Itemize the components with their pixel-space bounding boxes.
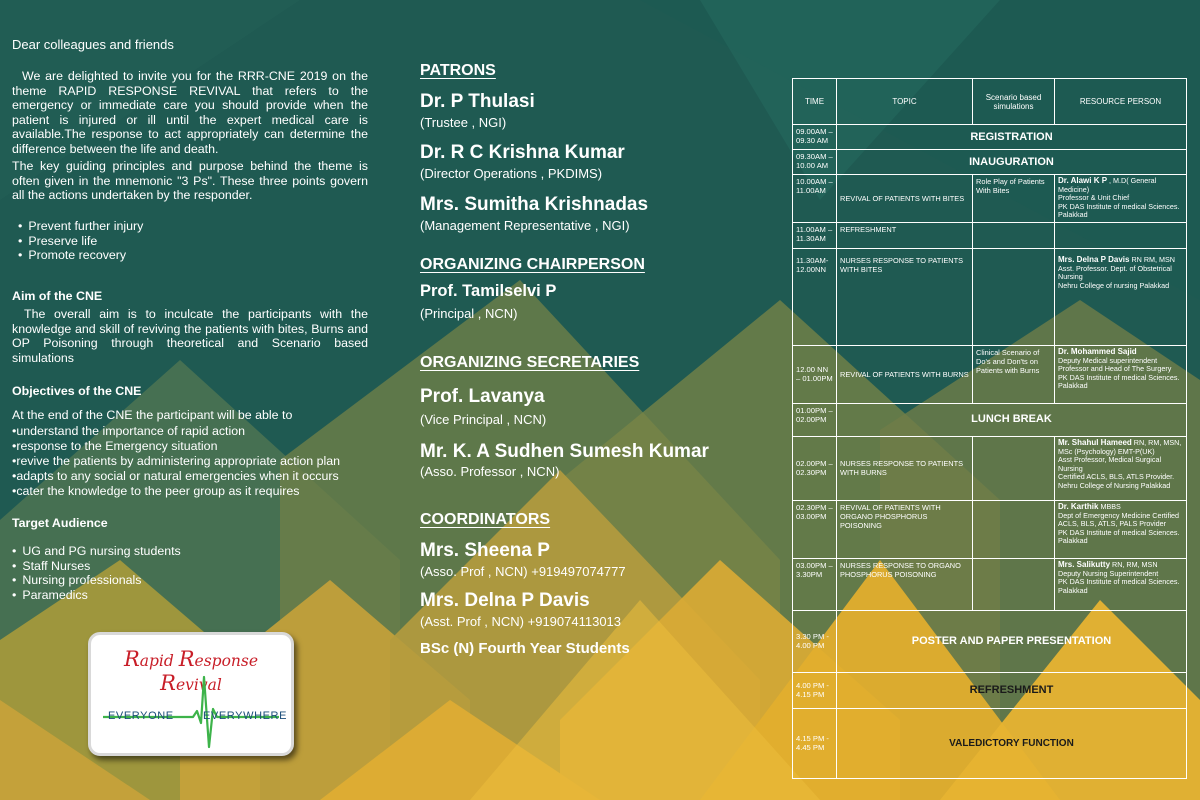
three-ps-list (18, 219, 143, 263)
coordinators-heading: COORDINATORS (420, 511, 551, 528)
chairperson-heading: ORGANIZING CHAIRPERSON (420, 256, 645, 273)
logo-title: Rapid Response Revival (123, 647, 259, 695)
coordinator-name: Mrs. Delna P Davis (420, 590, 590, 611)
secretary-name: Prof. Lavanya (420, 386, 545, 407)
list-item: • Promote recovery (18, 248, 143, 263)
table-row: 4.15 PM - 4.45 PM VALEDICTORY FUNCTION (793, 708, 1187, 778)
secretary-role: (Vice Principal , NCN) (420, 412, 547, 427)
logo-tagline-left: EVERYONE (108, 710, 174, 722)
aim-paragraph: The overall aim is to inculcate the participants with the knowledge and skill of reviving the patients with bites, Burns and OP Poisoning through theoretical and Scenario based simulations (12, 307, 368, 365)
list-item: • cater the knowledge to the peer group as it requires (12, 484, 372, 499)
table-row: 03.00PM – 3.30PM NURSES RESPONSE TO ORGANO PHOSPHORUS POISONING Mrs. Salikutty RN, RM, MSN Deputy Nursing Superintendent PK DAS Institute of medical Sciences. Palakkad (793, 558, 1187, 610)
objectives-intro: At the end of the CNE the participant will be able to (12, 408, 293, 422)
patrons-heading: PATRONS (420, 62, 496, 79)
objectives-list (12, 424, 372, 499)
table-row: 10.00AM – 11.00AM REVIVAL OF PATIENTS WITH BITES Role Play of Patients With Bites Dr. Alawi K P , M.D( General Medicine) Professor & Unit Chief PK DAS Institute of medical Sciences. Palakkad (793, 175, 1187, 223)
patron-name: Dr. R C Krishna Kumar (420, 142, 625, 163)
students-credit: BSc (N) Fourth Year Students (420, 640, 630, 657)
secretary-name: Mr. K. A Sudhen Sumesh Kumar (420, 441, 709, 462)
list-item: • understand the importance of rapid action (12, 424, 372, 439)
secretary-role: (Asso. Professor , NCN) (420, 464, 560, 479)
patron-role: (Management Representative , NGI) (420, 218, 630, 233)
table-header-row (793, 79, 1187, 125)
committee-panel (400, 0, 790, 800)
header-simulations: Scenario based simulations (973, 79, 1055, 125)
table-row: 12.00 NN – 01.00PM REVIVAL OF PATIENTS WITH BURNS Clinical Scenario of Do's and Don'ts on Patients with Burns Dr. Mohammed Sajid Deputy Medical superintendent Professor and Head of The Surgery PK DAS Institute of medical Sciences. Palakkad (793, 345, 1187, 403)
list-item: • Staff Nurses (12, 559, 181, 574)
chairperson-name: Prof. Tamilselvi P (420, 282, 557, 300)
table-row: 09.30AM – 10.00 AM INAUGURATION (793, 150, 1187, 175)
list-item: • Paramedics (12, 588, 181, 603)
chairperson-role: (Principal , NCN) (420, 306, 518, 321)
secretaries-heading: ORGANIZING SECRETARIES (420, 354, 640, 371)
table-row: 3.30 PM - 4.00 PM POSTER AND PAPER PRESENTATION (793, 610, 1187, 672)
coordinator-name: Mrs. Sheena P (420, 540, 550, 561)
target-audience-heading: Target Audience (12, 516, 108, 530)
logo-tagline-right: EVERYWHERE (203, 710, 288, 722)
table-row: 09.00AM – 09.30 AM REGISTRATION (793, 125, 1187, 150)
aim-heading: Aim of the CNE (12, 289, 103, 303)
schedule-table (792, 78, 1187, 779)
patron-role: (Trustee , NGI) (420, 115, 507, 130)
list-item: • Preserve life (18, 234, 143, 249)
list-item: • Nursing professionals (12, 573, 181, 588)
coordinator-role: (Asso. Prof , NCN) +919497074777 (420, 564, 626, 579)
header-time: TIME (793, 79, 837, 125)
table-row: 11.00AM – 11.30AM REFRESHMENT (793, 222, 1187, 248)
patron-name: Dr. P Thulasi (420, 91, 535, 112)
list-item: • adapts to any social or natural emergencies when it occurs (12, 469, 372, 484)
list-item: • revive the patients by administering appropriate action plan (12, 454, 372, 469)
patron-name: Mrs. Sumitha Krishnadas (420, 194, 649, 215)
header-topic: TOPIC (837, 79, 973, 125)
table-row: 11.30AM- 12.00NN NURSES RESPONSE TO PATIENTS WITH BITES Mrs. Delna P Davis RN RM, MSN Asst. Professor. Dept. of Obstetrical Nursing Nehru College of nursing Palakkad (793, 248, 1187, 345)
table-row: 02.00PM – 02.30PM NURSES RESPONSE TO PATIENTS WITH BURNS Mr. Shahul Hameed RN, RM, MSN, MSc (Psychology) EMT-P(UK) Asst Professor, Medical Surgical Nursing Certified ACLS, BLS, ATLS Provider. Nehru College of Nursing Palakkad (793, 436, 1187, 500)
guiding-principles-paragraph: The key guiding principles and purpose behind the theme is often given in the mnemonic "3 Ps". These three points govern all the actions undertaken by the responder. (12, 159, 368, 202)
table-row: 02.30PM – 03.00PM REVIVAL OF PATIENTS WITH ORGANO PHOSPHORUS POISONING Dr. Karthik MBBS Dept of Emergency Medicine Certified ACLS, BLS, ATLS, PALS Provider PK DAS Institute of medical Sciences. Palakkad (793, 500, 1187, 558)
header-resource-person: RESOURCE PERSON (1055, 79, 1187, 125)
list-item: • UG and PG nursing students (12, 544, 181, 559)
target-audience-list (12, 544, 181, 602)
table-row: 4.00 PM - 4.15 PM REFRESHMENT (793, 672, 1187, 708)
invitation-panel (0, 0, 400, 800)
table-row: 01.00PM – 02.00PM LUNCH BREAK (793, 403, 1187, 436)
greeting: Dear colleagues and friends (12, 37, 174, 52)
coordinator-role: (Asst. Prof , NCN) +919074113013 (420, 614, 622, 629)
list-item: • Prevent further injury (18, 219, 143, 234)
list-item: • response to the Emergency situation (12, 439, 372, 454)
objectives-heading: Objectives of the CNE (12, 384, 142, 398)
patron-role: (Director Operations , PKDIMS) (420, 166, 603, 181)
intro-paragraph: We are delighted to invite you for the RRR-CNE 2019 on the theme RAPID RESPONSE REVIVAL that refers to the emergency or immediate care you should provide when the patient is injured or ill until the expert medical care is available.The response to act appropriately can determine the difference between the life and death. (12, 69, 368, 156)
rrr-logo (88, 632, 294, 756)
